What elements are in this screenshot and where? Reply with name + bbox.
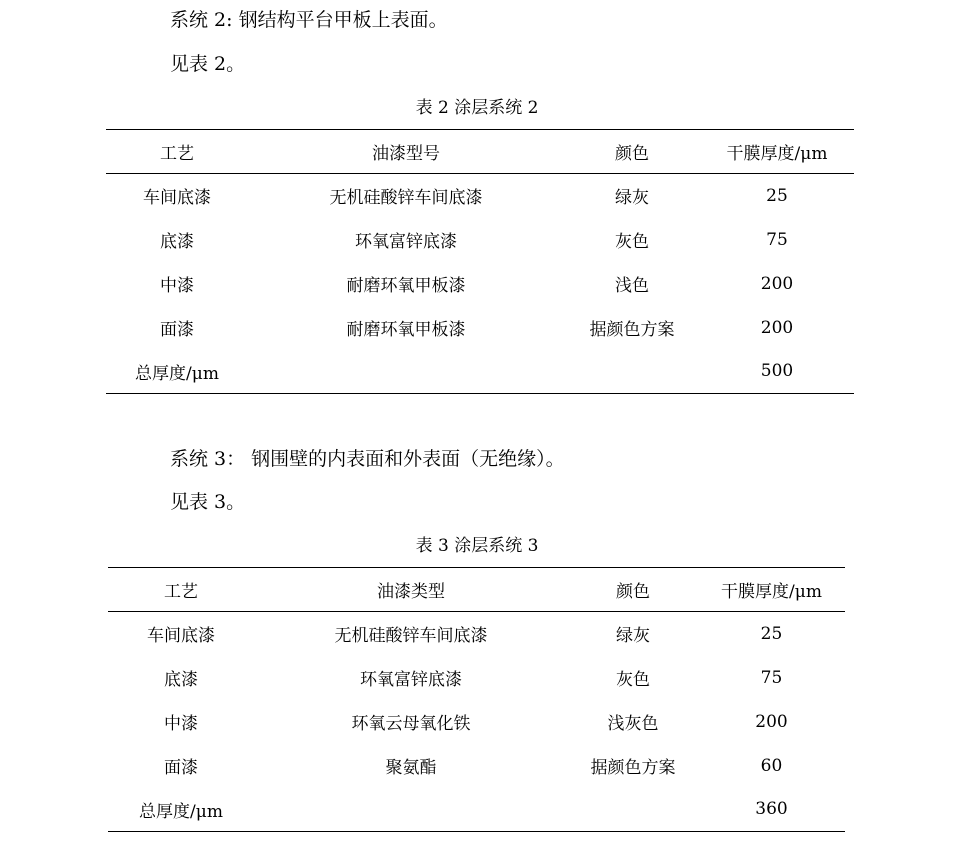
table-row [108,656,845,700]
cell-color: 绿灰 [616,626,650,647]
cell-paint: 聚氨酯 [385,758,437,778]
cell-color [568,788,698,832]
cell-paint [248,350,564,394]
column-header-process: 工艺 [164,582,198,602]
cell-paint: 无机硅酸锌车间底漆 [334,626,488,647]
cell-color: 据颜色方案 [590,758,676,778]
table-row [106,262,854,306]
cell-dft: 200 [760,317,794,338]
cell-process: 中漆 [160,276,194,296]
column-header-color: 颜色 [615,144,649,164]
cell-color [564,350,700,394]
cell-process: 底漆 [164,670,198,690]
coating-table-2 [106,129,854,394]
cell-paint: 耐磨环氧甲板漆 [346,276,466,296]
table-row [106,174,854,218]
cell-paint: 耐磨环氧甲板漆 [346,320,466,340]
cell-dft: 200 [760,273,794,294]
table-total-row [108,788,845,832]
system-3-heading: 系统 3： 钢围壁的内表面和外表面（无绝缘）。 [170,448,565,470]
table-row [108,700,845,744]
column-header-dft: 干膜厚度/μm [726,144,828,164]
cell-process: 面漆 [160,320,194,340]
cell-dft: 60 [760,755,783,776]
coating-table-3 [108,567,845,832]
table-total-row [106,350,854,394]
cell-color: 据颜色方案 [589,320,675,340]
cell-dft: 360 [755,799,788,820]
cell-dft: 75 [760,667,783,688]
cell-dft: 200 [755,711,788,732]
cell-color: 灰色 [616,670,650,690]
cell-color: 浅灰色 [607,714,659,734]
cell-dft: 75 [766,229,788,250]
table-header-row [108,568,845,612]
table-2-caption: 表 2 涂层系统 2 [415,98,539,118]
cell-process: 总厚度/μm [139,801,223,822]
cell-dft: 500 [760,361,794,382]
column-header-color: 颜色 [616,582,650,602]
system-2-see-table: 见表 2。 [170,53,246,75]
system-2-heading: 系统 2: 钢结构平台甲板上表面。 [170,9,448,31]
table-row [106,306,854,350]
cell-process: 总厚度/μm [135,363,219,384]
cell-process: 面漆 [164,758,198,778]
table-row [108,744,845,788]
cell-color: 绿灰 [615,188,649,209]
column-header-process: 工艺 [160,144,194,164]
cell-color: 灰色 [615,232,649,252]
table-header-row [106,130,854,174]
cell-paint: 环氧富锌底漆 [360,670,462,690]
cell-dft: 25 [766,185,788,206]
table-row [106,218,854,262]
cell-paint [254,788,568,832]
cell-process: 车间底漆 [143,188,211,209]
column-header-paint-model: 油漆型号 [372,144,440,164]
column-header-dft: 干膜厚度/μm [721,582,822,602]
table-3-caption: 表 3 涂层系统 3 [415,536,539,556]
cell-paint: 无机硅酸锌车间底漆 [329,188,483,209]
cell-process: 车间底漆 [147,626,215,647]
table-row [108,612,845,656]
cell-color: 浅色 [615,276,649,296]
column-header-paint-type: 油漆类型 [377,582,445,602]
cell-dft: 25 [760,623,783,644]
cell-paint: 环氧富锌底漆 [355,232,457,252]
cell-process: 底漆 [160,232,194,252]
cell-paint: 环氧云母氧化铁 [351,714,471,734]
system-3-see-table: 见表 3。 [170,491,246,513]
cell-process: 中漆 [164,714,198,734]
